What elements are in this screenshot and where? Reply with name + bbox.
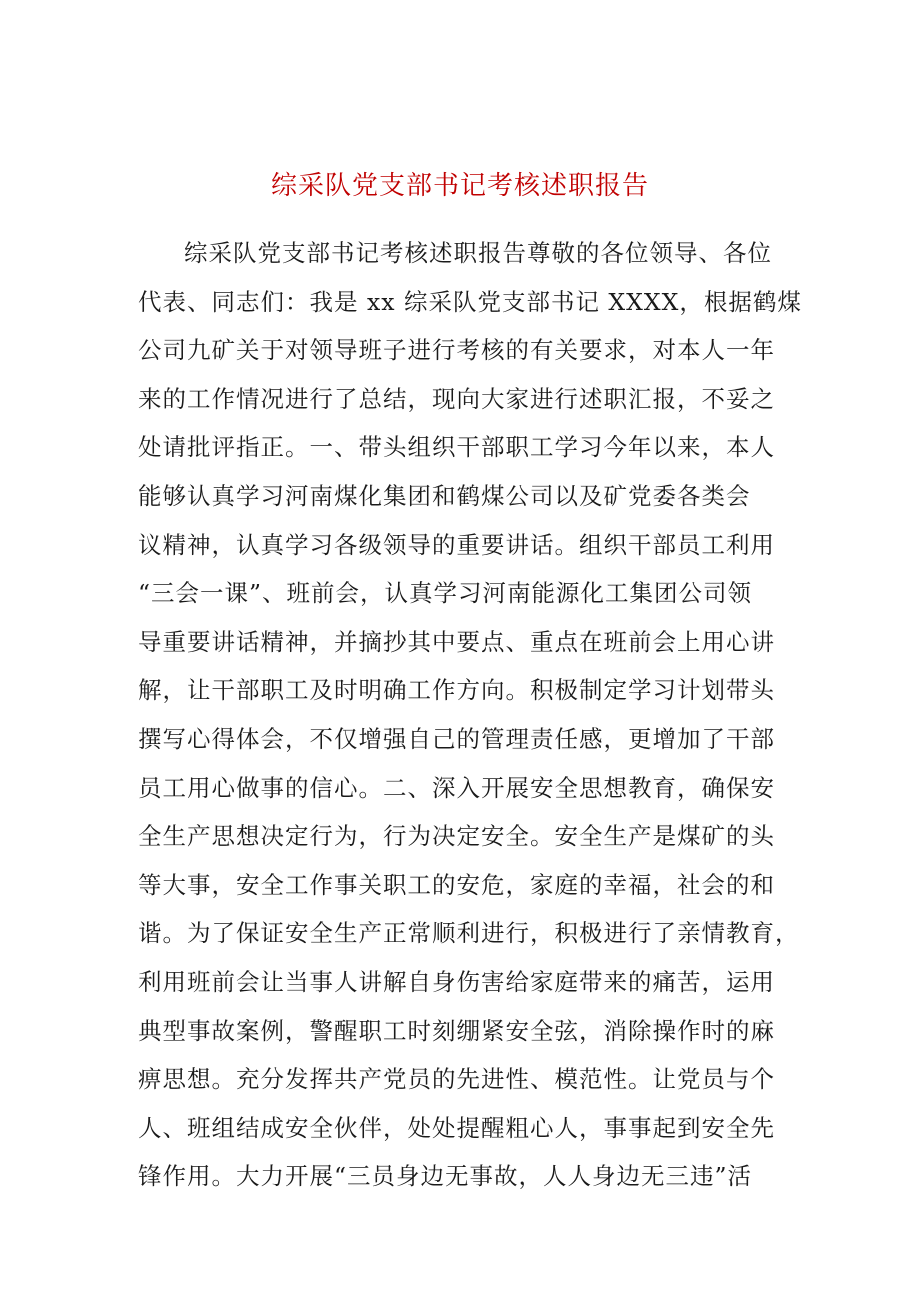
body-line: “三会一课”、班前会，认真学习河南能源化工集团公司领 (138, 579, 753, 608)
body-line: 导重要讲话精神，并摘抄其中要点、重点在班前会上用心讲 (138, 627, 775, 656)
body-line: 人、班组结成安全伙伴，处处提醒粗心人，事事起到安全先 (138, 1113, 775, 1142)
body-line: 解，让干部职工及时明确工作方向。积极制定学习计划带头 (138, 676, 775, 705)
body-line: 处请批评指正。一、带头组织干部职工学习今年以来，本人 (138, 433, 775, 462)
body-line: 典型事故案例，警醒职工时刻绷紧安全弦，消除操作时的麻 (138, 1016, 775, 1045)
body-line: 痹思想。充分发挥共产党员的先进性、模范性。让党员与个 (138, 1065, 775, 1094)
document-title: 综采队党支部书记考核述职报告 (270, 171, 649, 201)
body-line: 代表、同志们：我是 xx 综采队党支部书记 XXXX，根据鹤煤 (138, 287, 802, 316)
body-line: 能够认真学习河南煤化集团和鹤煤公司以及矿党委各类会 (138, 481, 751, 510)
body-line: 综采队党支部书记考核述职报告尊敬的各位领导、各位 (184, 239, 772, 267)
body-line: 来的工作情况进行了总结，现向大家进行述职汇报，不妥之 (138, 384, 775, 413)
body-line: 利用班前会让当事人讲解自身伤害给家庭带来的痛苦，运用 (138, 967, 775, 996)
body-line: 谐。为了保证安全生产正常顺利进行，积极进行了亲情教育， (138, 919, 800, 948)
body-line: 议精神，认真学习各级领导的重要讲话。组织干部员工利用 (138, 530, 775, 559)
body-line: 锋作用。大力开展“三员身边无事故，人人身边无三违”活 (138, 1162, 753, 1191)
body-line: 等大事，安全工作事关职工的安危，家庭的幸福，社会的和 (138, 870, 775, 899)
document-body (138, 229, 802, 1201)
body-line: 全生产思想决定行为，行为决定安全。安全生产是煤矿的头 (138, 822, 775, 851)
body-line: 员工用心做事的信心。二、深入开展安全思想教育，确保安 (138, 773, 775, 802)
body-line: 公司九矿关于对领导班子进行考核的有关要求，对本人一年 (138, 336, 775, 365)
body-line: 撰写心得体会，不仅增强自己的管理责任感，更增加了干部 (138, 724, 775, 753)
